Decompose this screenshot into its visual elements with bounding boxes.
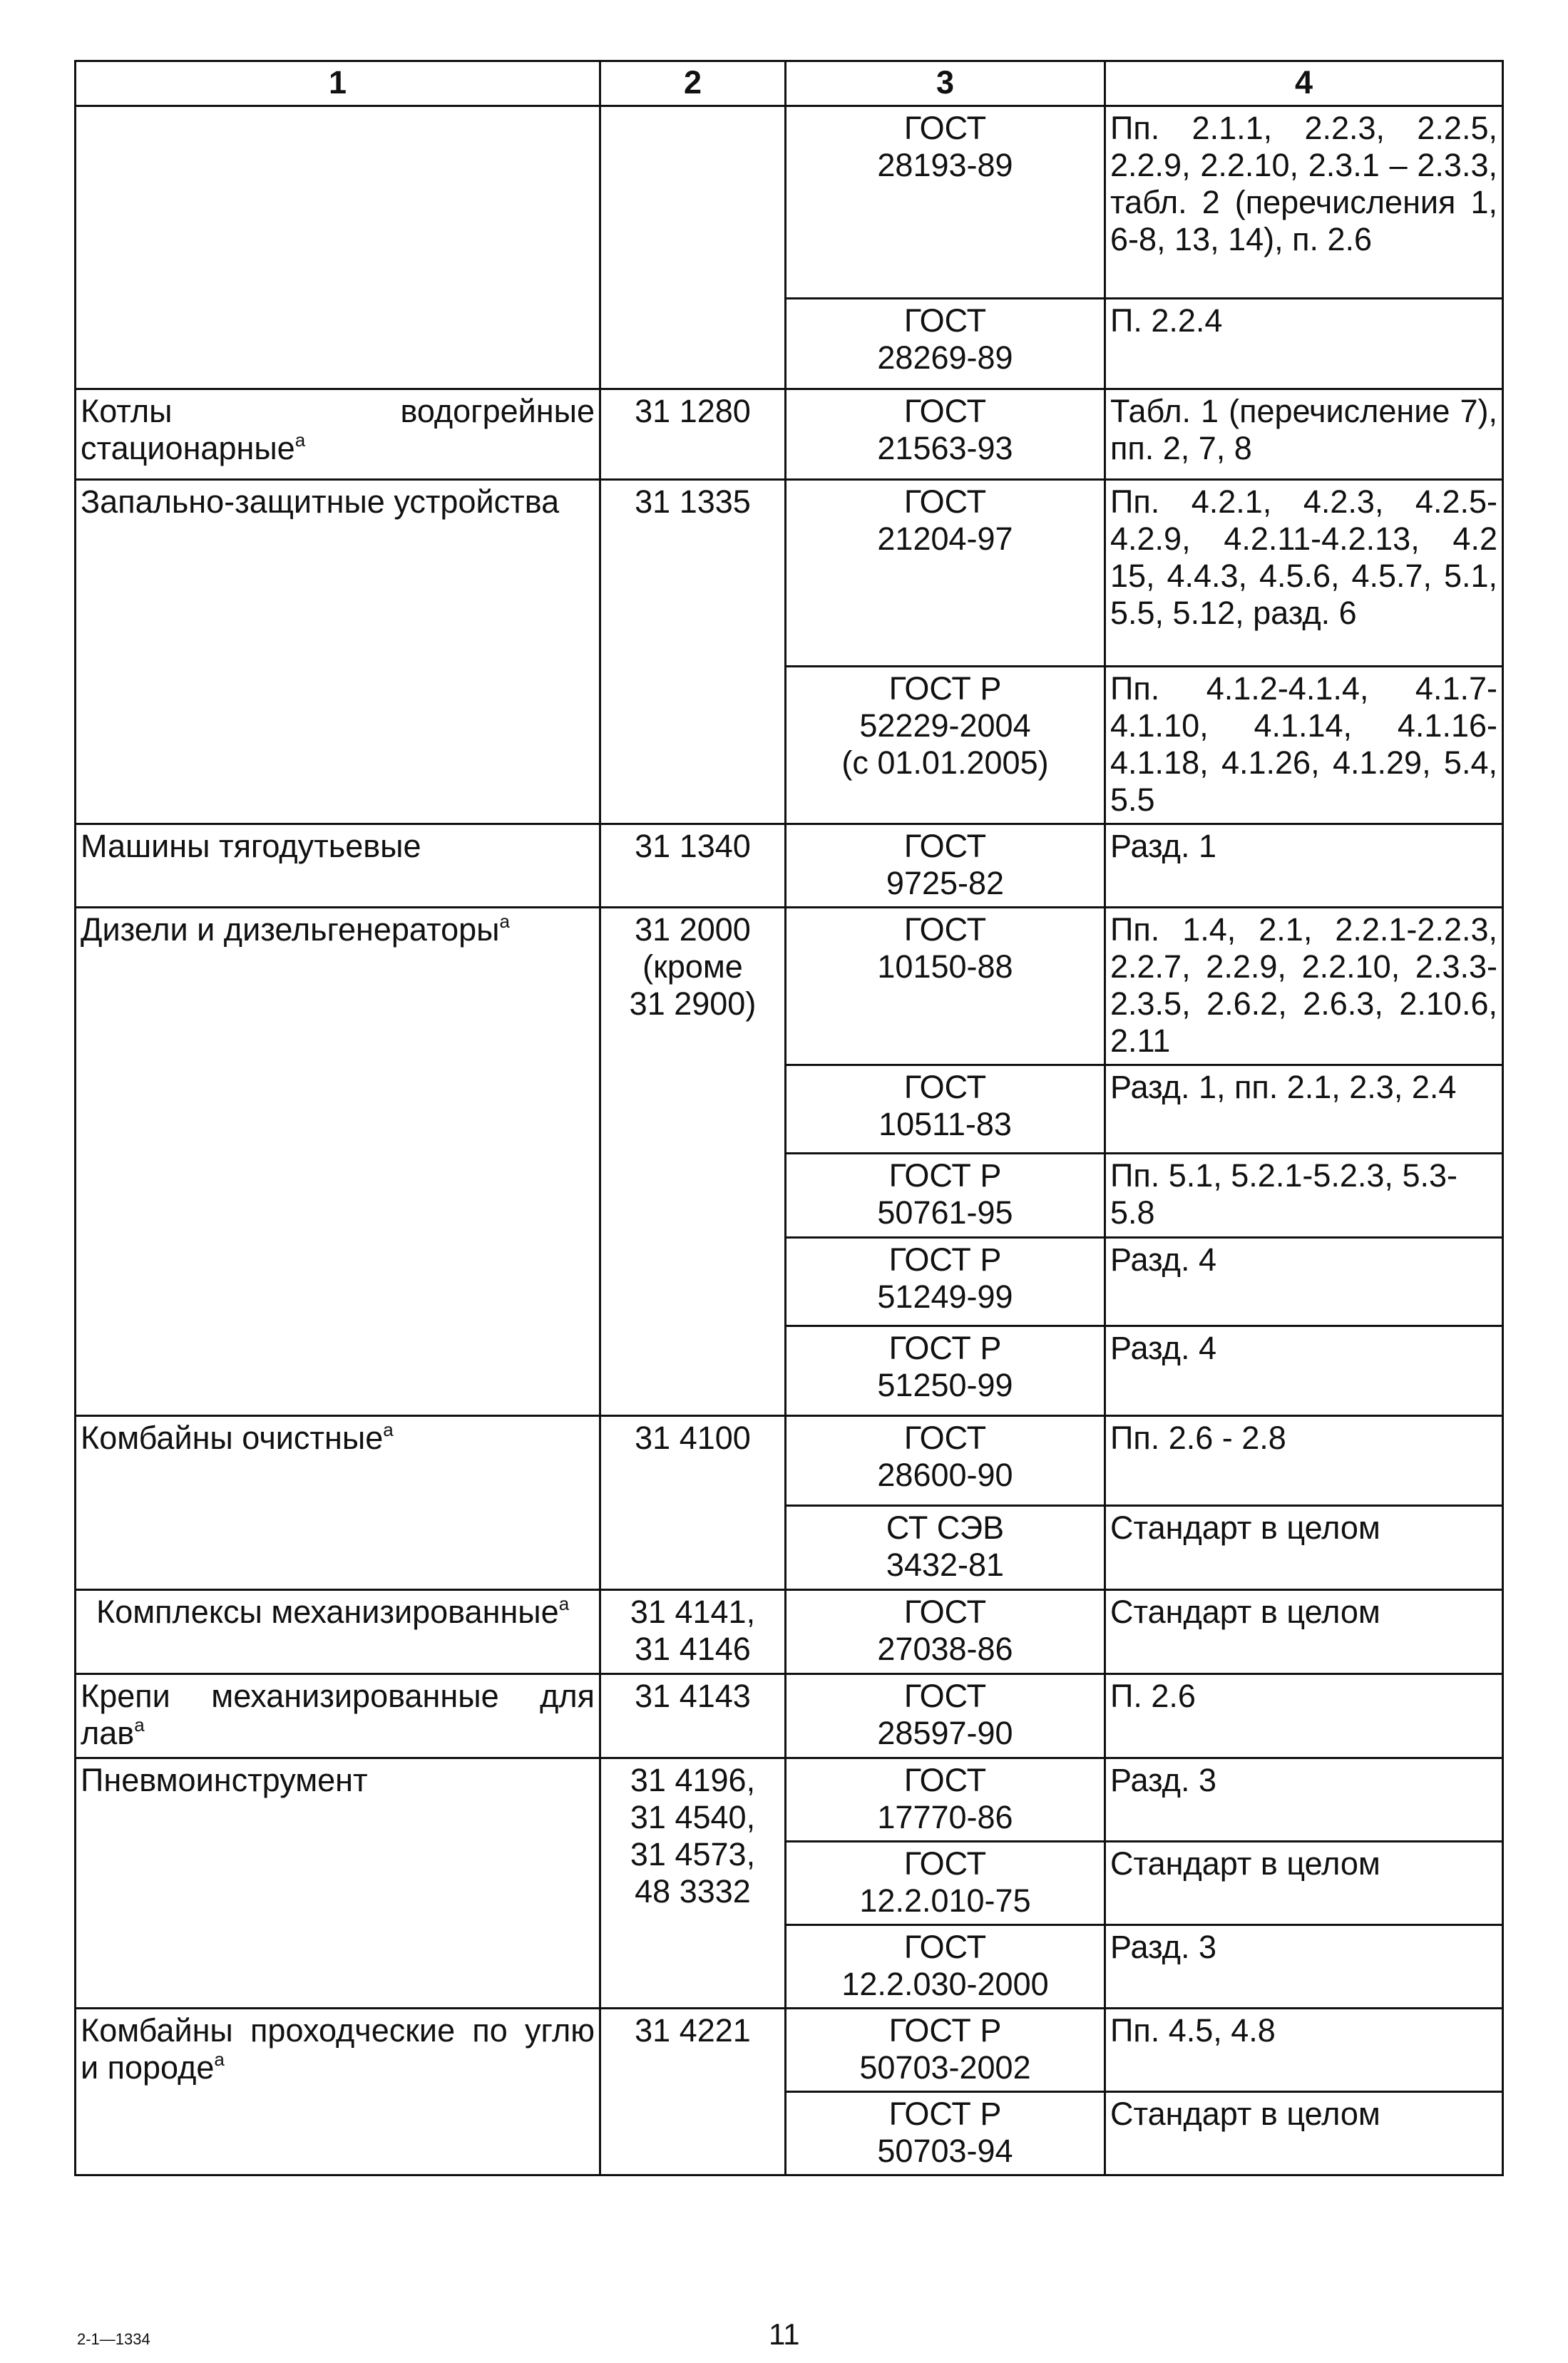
clauses-cell: Разд. 1 (1105, 824, 1503, 908)
standard-cell: ГОСТ 27038-86 (786, 1590, 1105, 1674)
product-code: 31 1340 (600, 824, 786, 908)
clauses-cell: Пп. 2.1.1, 2.2.3, 2.2.5, 2.2.9, 2.2.10, 2.3.1 – 2.3.3, табл. 2 (перечисления 1, 6-8, 13, 14), п. 2.6 (1105, 106, 1503, 299)
footnote-mark: a (383, 1419, 394, 1440)
product-code: 31 4100 (600, 1416, 786, 1590)
table-row (76, 1674, 1503, 1758)
table-row (76, 824, 1503, 908)
clauses-cell: Пп. 4.1.2-4.1.4, 4.1.7-4.1.10, 4.1.14, 4.1.16-4.1.18, 4.1.26, 4.1.29, 5.4, 5.5 (1105, 667, 1503, 824)
product-code: 31 4196, 31 4540, 31 4573, 48 3332 (600, 1758, 786, 2009)
clauses-cell: Разд. 3 (1105, 1925, 1503, 2009)
clauses-cell: Пп. 4.5, 4.8 (1105, 2009, 1503, 2092)
standard-cell: ГОСТ Р 51250-99 (786, 1326, 1105, 1416)
column-header-3: 3 (786, 61, 1105, 106)
product-name (76, 106, 600, 389)
table-row (76, 480, 1503, 667)
table-row (76, 106, 1503, 299)
product-code: 31 2000 (кроме 31 2900) (600, 908, 786, 1416)
standards-table (74, 60, 1504, 2176)
product-name: Запально-защитные устройства (76, 480, 600, 824)
standard-cell: ГОСТ Р 52229-2004 (с 01.01.2005) (786, 667, 1105, 824)
standard-cell: ГОСТ 10150-88 (786, 908, 1105, 1065)
standard-cell: ГОСТ 21204-97 (786, 480, 1105, 667)
standard-cell: ГОСТ 17770-86 (786, 1758, 1105, 1842)
standard-cell: ГОСТ 9725-82 (786, 824, 1105, 908)
product-code: 31 1335 (600, 480, 786, 824)
product-name: Комплексы механизированные$^a$ (76, 1590, 600, 1674)
standard-cell: ГОСТ 12.2.030-2000 (786, 1925, 1105, 2009)
page-number: 11 (769, 2317, 800, 2351)
document-code: 2-1—1334 (77, 2330, 150, 2348)
standard-cell: ГОСТ 12.2.010-75 (786, 1842, 1105, 1925)
product-name: Пневмоинструмент (76, 1758, 600, 2009)
clauses-cell: П. 2.2.4 (1105, 299, 1503, 389)
clauses-cell: Разд. 4 (1105, 1326, 1503, 1416)
standard-cell: ГОСТ 28269-89 (786, 299, 1105, 389)
clauses-cell: Разд. 1, пп. 2.1, 2.3, 2.4 (1105, 1065, 1503, 1154)
clauses-cell: Разд. 3 (1105, 1758, 1503, 1842)
clauses-cell: Стандарт в целом (1105, 1506, 1503, 1590)
table-row (76, 908, 1503, 1065)
header-row (76, 61, 1503, 106)
table-row (76, 2009, 1503, 2092)
clauses-cell: Разд. 4 (1105, 1238, 1503, 1326)
product-name: Крепи механизированные для лав$^a$ (76, 1674, 600, 1758)
product-code: 31 4141, 31 4146 (600, 1590, 786, 1674)
table-row (76, 1758, 1503, 1842)
clauses-cell: Пп. 1.4, 2.1, 2.2.1-2.2.3, 2.2.7, 2.2.9, 2.2.10, 2.3.3-2.3.5, 2.6.2, 2.6.3, 2.10.6, 2.11 (1105, 908, 1503, 1065)
standard-cell: СТ СЭВ 3432-81 (786, 1506, 1105, 1590)
column-header-4: 4 (1105, 61, 1503, 106)
clauses-cell: Стандарт в целом (1105, 2092, 1503, 2175)
clauses-cell: П. 2.6 (1105, 1674, 1503, 1758)
product-name: Комбайны проходческие по углю и породе$^a$ (76, 2009, 600, 2175)
table-row (76, 1416, 1503, 1506)
product-name: Машины тягодутьевые (76, 824, 600, 908)
footnote-mark: a (214, 2049, 225, 2070)
footnote-mark: a (499, 911, 510, 932)
table-row (76, 389, 1503, 480)
clauses-cell: Пп. 4.2.1, 4.2.3, 4.2.5-4.2.9, 4.2.11-4.2.13, 4.2 15, 4.4.3, 4.5.6, 4.5.7, 5.1, 5.5, 5.12, разд. 6 (1105, 480, 1503, 667)
standard-cell: ГОСТ 10511-83 (786, 1065, 1105, 1154)
footnote-mark: a (294, 429, 306, 451)
clauses-cell: Стандарт в целом (1105, 1842, 1503, 1925)
footnote-mark: a (558, 1593, 570, 1614)
product-code: 31 4143 (600, 1674, 786, 1758)
standard-cell: ГОСТ Р 50703-94 (786, 2092, 1105, 2175)
product-name: Котлы водогрейные стационарные$^a$ (76, 389, 600, 480)
standard-cell: ГОСТ 28600-90 (786, 1416, 1105, 1506)
standard-cell: ГОСТ 21563-93 (786, 389, 1105, 480)
product-name: Дизели и дизельгенераторы$^a$ (76, 908, 600, 1416)
footnote-mark: a (134, 1714, 145, 1736)
standard-cell: ГОСТ Р 50703-2002 (786, 2009, 1105, 2092)
standard-cell: ГОСТ 28597-90 (786, 1674, 1105, 1758)
clauses-cell: Табл. 1 (перечисление 7), пп. 2, 7, 8 (1105, 389, 1503, 480)
standard-cell: ГОСТ Р 51249-99 (786, 1238, 1105, 1326)
column-header-2: 2 (600, 61, 786, 106)
table-row (76, 1590, 1503, 1674)
clauses-cell: Пп. 2.6 - 2.8 (1105, 1416, 1503, 1506)
product-code: 31 4221 (600, 2009, 786, 2175)
column-header-1: 1 (76, 61, 600, 106)
clauses-cell: Стандарт в целом (1105, 1590, 1503, 1674)
product-code (600, 106, 786, 389)
clauses-cell: Пп. 5.1, 5.2.1-5.2.3, 5.3-5.8 (1105, 1154, 1503, 1238)
product-name: Комбайны очистные$^a$ (76, 1416, 600, 1590)
product-code: 31 1280 (600, 389, 786, 480)
standard-cell: ГОСТ Р 50761-95 (786, 1154, 1105, 1238)
standard-cell: ГОСТ 28193-89 (786, 106, 1105, 299)
